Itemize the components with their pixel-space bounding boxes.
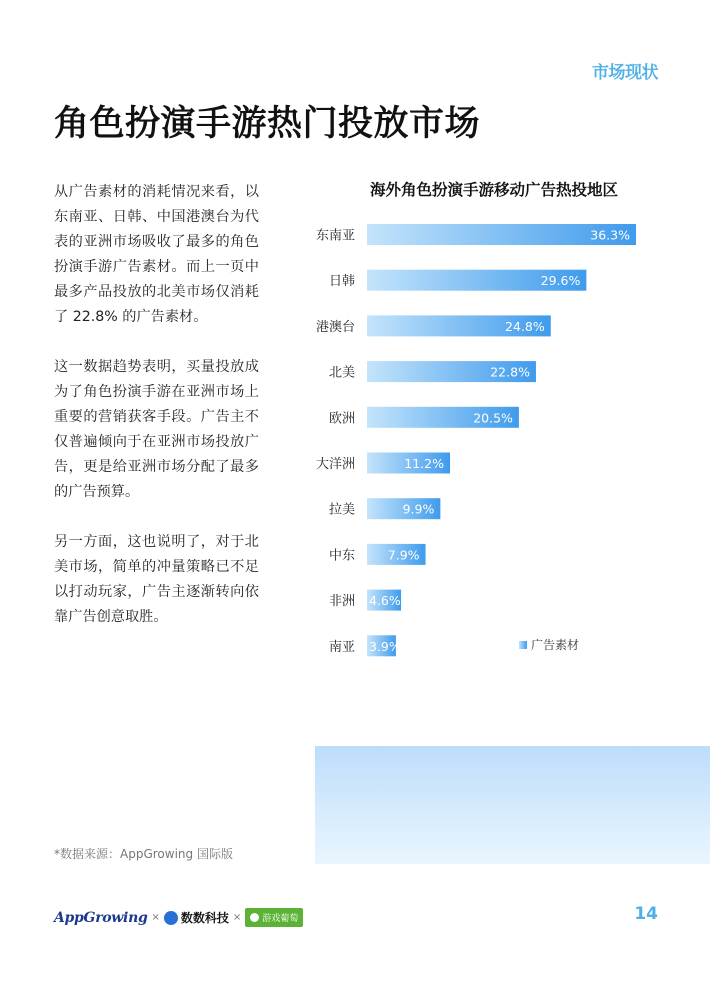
grape-icon xyxy=(250,913,259,922)
data-label: 29.6% xyxy=(540,273,581,289)
data-label: 11.2% xyxy=(404,456,444,471)
chart-legend xyxy=(519,636,579,653)
category-label: 港澳台 xyxy=(315,319,355,335)
data-label: 7.9% xyxy=(387,547,420,563)
decorative-panel xyxy=(315,746,710,864)
body-paragraph: 另一方面，这也说明了，对于北美市场，简单的冲量策略已不足以打动玩家，广告主逐渐转向依靠广告创意取胜。 xyxy=(54,534,259,625)
shushu-logo-icon xyxy=(164,911,178,925)
logo-separator: × xyxy=(151,912,160,923)
youxi-logo xyxy=(245,908,303,927)
category-label: 东南亚 xyxy=(315,228,355,244)
category-label: 大洋洲 xyxy=(315,457,355,472)
category-label: 非洲 xyxy=(328,594,355,610)
data-label: 22.8% xyxy=(490,364,530,380)
category-label: 拉美 xyxy=(328,502,355,518)
data-label: 3.9% xyxy=(369,638,401,654)
data-label: 36.3% xyxy=(590,227,630,243)
bar-chart xyxy=(300,218,700,668)
legend-swatch xyxy=(519,641,527,649)
chart-title: 海外角色扮演手游移动广告热投地区 xyxy=(370,181,619,199)
footer-logos xyxy=(54,908,303,927)
appgrowing-logo: AppGrowing xyxy=(54,909,148,926)
body-paragraph: 这一数据趋势表明，买量投放成为了角色扮演手游在亚洲市场上重要的营销获客手段。广告主不仅普遍倾向于在亚洲市场投放广告，更是给亚洲市场分配了最多的广告预算。 xyxy=(54,359,259,500)
category-label: 日韩 xyxy=(328,274,355,290)
legend-label: 广告素材 xyxy=(531,638,580,652)
data-label: 24.8% xyxy=(505,318,545,334)
data-label: 9.9% xyxy=(402,501,435,517)
shushu-logo xyxy=(164,909,229,926)
body-text xyxy=(54,180,259,655)
page-number: 14 xyxy=(634,904,658,924)
page-title: 角色扮演手游热门投放市场 xyxy=(54,104,481,144)
data-label: 20.5% xyxy=(473,410,513,426)
section-tag: 市场现状 xyxy=(592,63,658,83)
shushu-logo-text: 数数科技 xyxy=(180,911,229,925)
category-label: 中东 xyxy=(328,548,355,564)
category-label: 南亚 xyxy=(328,639,355,655)
category-label: 欧洲 xyxy=(328,411,355,427)
youxi-logo-text: 游戏葡萄 xyxy=(262,914,299,924)
source-note: *数据来源：AppGrowing 国际版 xyxy=(54,847,233,861)
logo-separator: × xyxy=(232,912,242,923)
category-label: 北美 xyxy=(328,365,355,381)
data-label: 4.6% xyxy=(369,593,401,609)
body-paragraph: 从广告素材的消耗情况来看，以东南亚、日韩、中国港澳台为代表的亚洲市场吸收了最多的角色扮演手游广告素材。而上一页中最多产品投放的北美市场仅消耗了 22.8% 的广告素材。 xyxy=(54,184,259,325)
